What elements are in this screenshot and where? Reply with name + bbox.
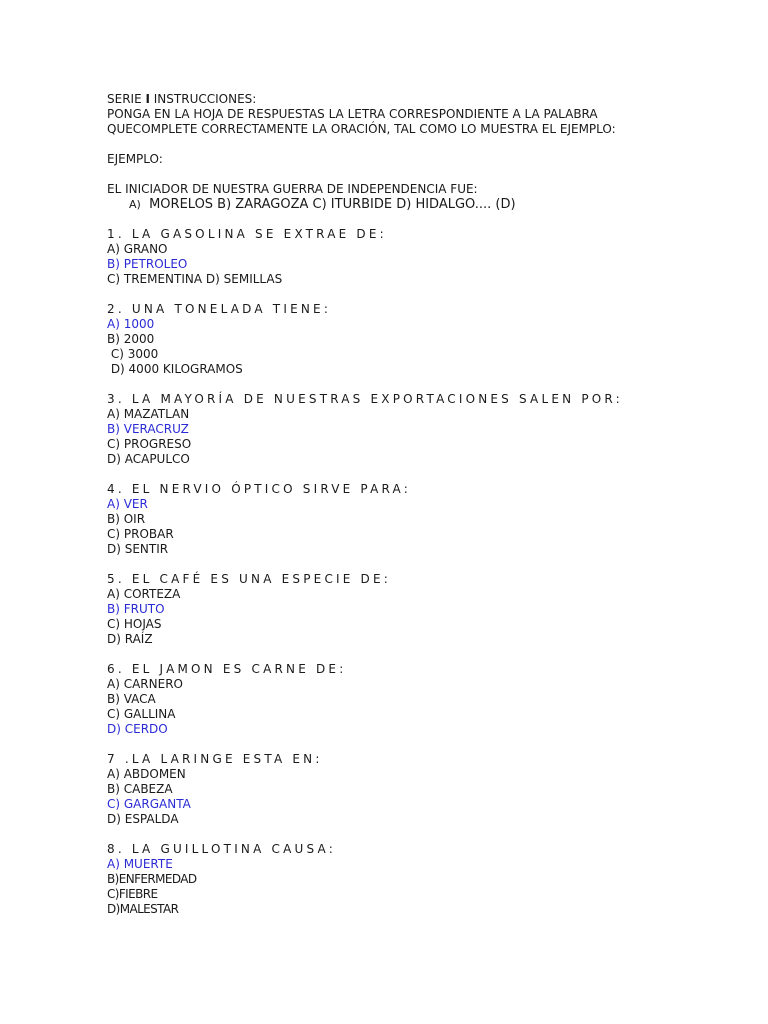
answer-option: C) GALLINA [107, 707, 176, 721]
question-block [107, 302, 747, 377]
answer-option: A) ABDOMEN [107, 767, 186, 781]
serie-heading [107, 92, 747, 107]
answer-option: C) PROBAR [107, 527, 174, 541]
question-block [107, 392, 747, 467]
instructions-line-2: QUECOMPLETE CORRECTAMENTE LA ORACIÓN, TAL COMO LO MUESTRA EL EJEMPLO: [107, 122, 616, 136]
serie-suffix: INSTRUCCIONES: [149, 92, 257, 106]
correct-answer-option: B) FRUTO [107, 602, 165, 616]
example-question: EL INICIADOR DE NUESTRA GUERRA DE INDEPENDENCIA FUE: [107, 182, 478, 196]
example-options-rest: MORELOS B) ZARAGOZA C) ITURBIDE D) HIDALGO.... (D) [140, 197, 516, 212]
answer-option: C)FIEBRE [107, 887, 158, 901]
answer-option: A) MAZATLAN [107, 407, 190, 421]
instructions-line-1: PONGA EN LA HOJA DE RESPUESTAS LA LETRA CORRESPONDIENTE A LA PALABRA [107, 107, 598, 121]
answer-option: B) CABEZA [107, 782, 173, 796]
answer-option: C) 3000 [107, 347, 159, 361]
question-block [107, 572, 747, 647]
question-title: 2. UNA TONELADA TIENE: [107, 302, 332, 316]
answer-option: A) GRANO [107, 242, 168, 256]
question-block [107, 662, 747, 737]
correct-answer-option: D) CERDO [107, 722, 168, 736]
question-title: 1. LA GASOLINA SE EXTRAE DE: [107, 227, 387, 241]
answer-option: B) 2000 [107, 332, 155, 346]
question-block [107, 752, 747, 827]
question-block [107, 482, 747, 557]
answer-option: D)MALESTAR [107, 902, 179, 916]
question-block [107, 227, 747, 287]
question-title: 4. EL NERVIO ÓPTICO SIRVE PARA: [107, 482, 411, 496]
answer-option: B) VACA [107, 692, 156, 706]
example-first-letter: A) [129, 198, 141, 211]
correct-answer-option: C) GARGANTA [107, 797, 191, 811]
correct-answer-option: B) PETROLEO [107, 257, 188, 271]
example-options [107, 197, 747, 213]
answer-option: B) OIR [107, 512, 146, 526]
correct-answer-option: B) VERACRUZ [107, 422, 189, 436]
answer-option: A) CARNERO [107, 677, 183, 691]
question-block [107, 842, 747, 917]
answer-option: D) ACAPULCO [107, 452, 190, 466]
question-title: 5. EL CAFÉ ES UNA ESPECIE DE: [107, 572, 392, 586]
question-title: 6. EL JAMON ES CARNE DE: [107, 662, 347, 676]
answer-option: C) TREMENTINA D) SEMILLAS [107, 272, 283, 286]
document-page [107, 92, 747, 932]
answer-option: A) CORTEZA [107, 587, 181, 601]
correct-answer-option: A) MUERTE [107, 857, 173, 871]
answer-option: C) HOJAS [107, 617, 162, 631]
serie-numeral: I [145, 92, 150, 106]
answer-option: D) SENTIR [107, 542, 169, 556]
answer-option: B)ENFERMEDAD [107, 872, 197, 886]
correct-answer-option: A) 1000 [107, 317, 155, 331]
serie-prefix: SERIE [107, 92, 146, 106]
question-title: 8. LA GUILLOTINA CAUSA: [107, 842, 336, 856]
answer-option: D) RAÍZ [107, 632, 153, 646]
answer-option: D) ESPALDA [107, 812, 179, 826]
question-title: 7 .LA LARINGE ESTA EN: [107, 752, 323, 766]
answer-option: D) 4000 KILOGRAMOS [107, 362, 243, 376]
example-label: EJEMPLO: [107, 152, 163, 166]
answer-option: C) PROGRESO [107, 437, 192, 451]
question-title: 3. LA MAYORÍA DE NUESTRAS EXPORTACIONES SALEN POR: [107, 392, 623, 406]
correct-answer-option: A) VER [107, 497, 148, 511]
questions-list [107, 227, 747, 917]
